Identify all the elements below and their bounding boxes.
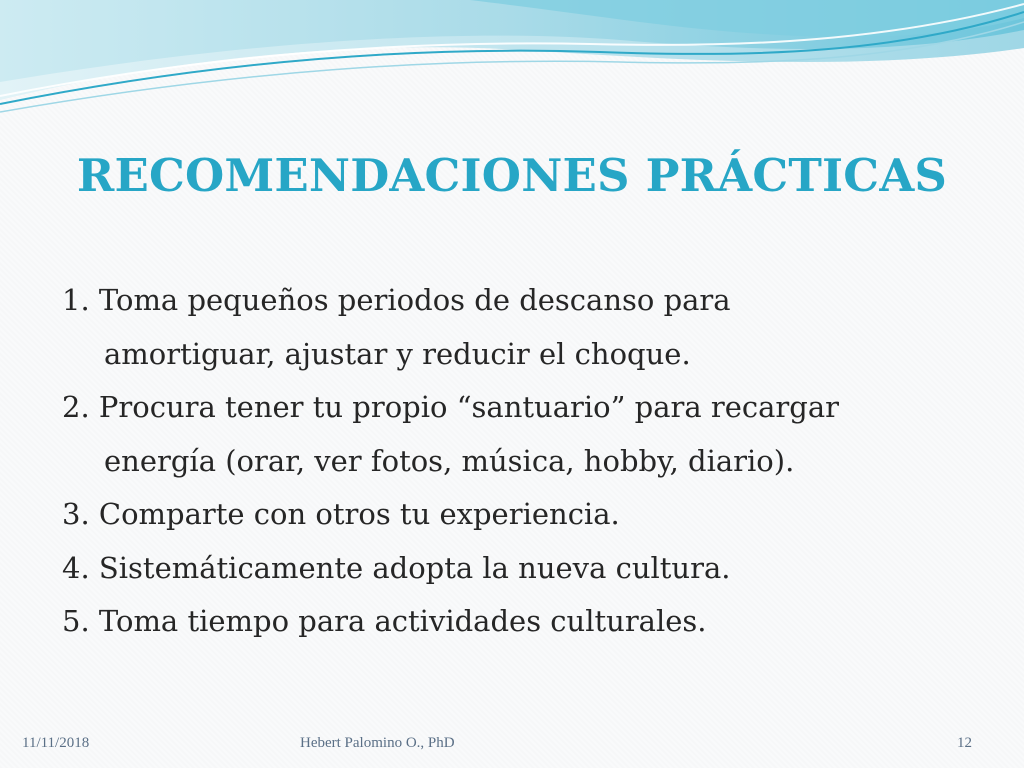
list-item bbox=[62, 381, 962, 488]
header-wave-decoration bbox=[0, 0, 1024, 130]
list-item bbox=[62, 542, 962, 596]
list-item bbox=[62, 488, 962, 542]
list-item-text: 4. Sistemáticamente adopta la nueva cultura. bbox=[62, 550, 731, 585]
slide-title: RECOMENDACIONES PRÁCTICAS bbox=[76, 149, 948, 202]
footer-author: Hebert Palomino O., PhD bbox=[300, 735, 455, 751]
list-item bbox=[62, 274, 962, 381]
page-number: 12 bbox=[957, 735, 972, 751]
recommendations-list bbox=[62, 274, 962, 649]
list-item-text: 3. Comparte con otros tu experiencia. bbox=[62, 497, 620, 531]
list-item-continuation: energía (orar, ver fotos, música, hobby, diario). bbox=[104, 443, 795, 478]
list-item-text: 5. Toma tiempo para actividades culturales. bbox=[62, 604, 707, 638]
list-item-text: 2. Procura tener tu propio “santuario” para recargar bbox=[62, 390, 839, 424]
list-item-text: 1. Toma pequeños periodos de descanso para bbox=[62, 283, 731, 317]
list-item-continuation: amortiguar, ajustar y reducir el choque. bbox=[104, 336, 691, 371]
footer-date: 11/11/2018 bbox=[22, 735, 90, 751]
list-item bbox=[62, 595, 962, 649]
